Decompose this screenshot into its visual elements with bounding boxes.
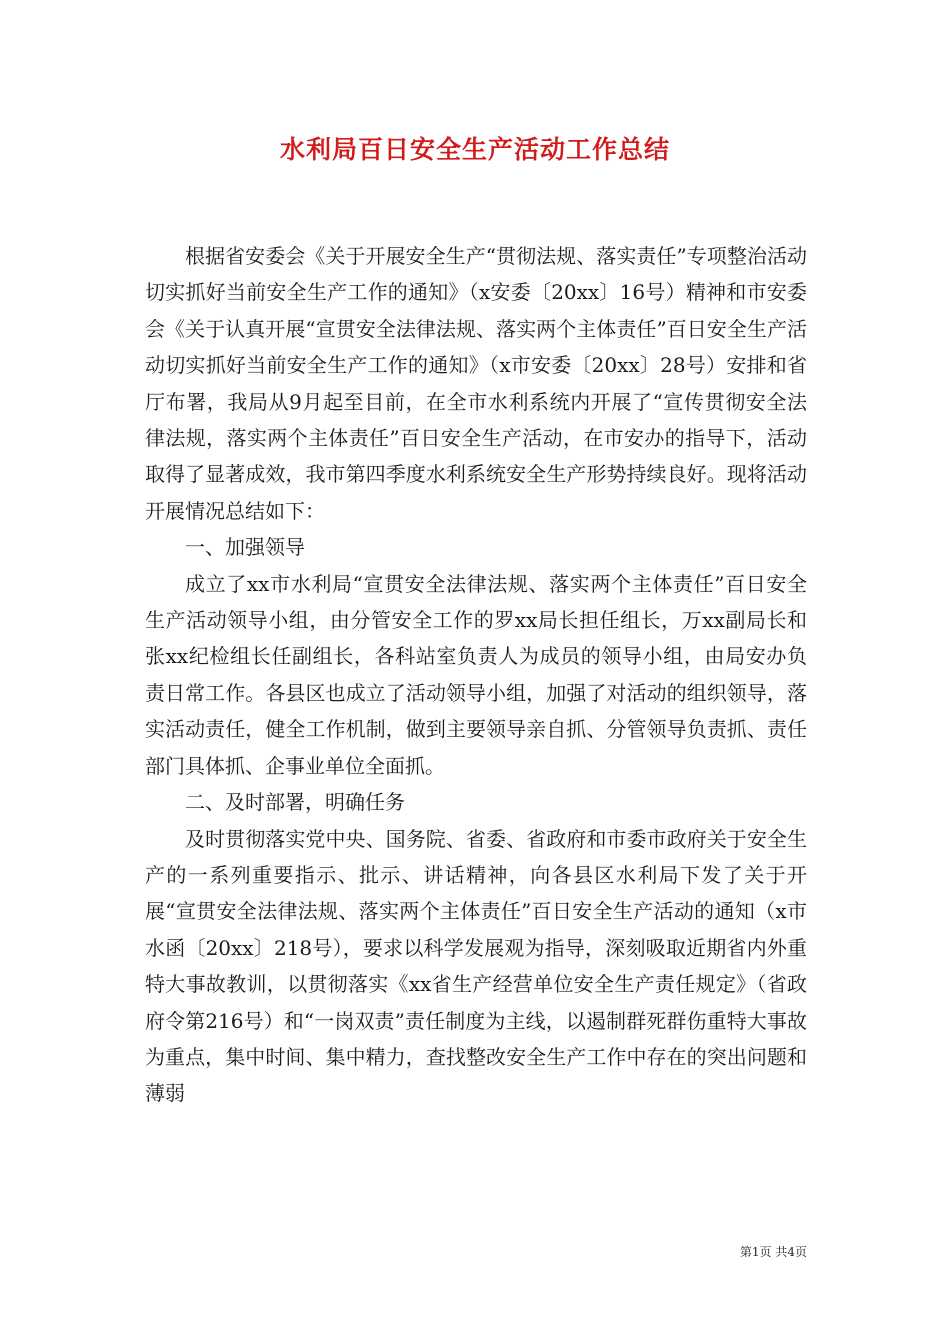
document-title: 水利局百日安全生产活动工作总结 — [279, 135, 670, 164]
paragraph-leadership: 成立了xx市水利局“宣贯安全法律法规、落实两个主体责任”百日安全生产活动领导小组，由分管安全工作的罗xx局长担任组长，万xx副局长和张xx纪检组长任副组长，各科站室负责人为成员的领导小组，由局安办负责日常工作。各县区也成立了活动领导小组，加强了对活动的组织领导，落实活动责任，健全工作机制，做到主要领导亲自抓、分管领导负责抓、责任部门具体抓、企事业单位全面抓。 — [145, 571, 807, 778]
section-heading-1: 一、加强领导 — [185, 535, 305, 560]
paragraph-deployment: 及时贯彻落实党中央、国务院、省委、省政府和市委市政府关于安全生产的一系列重要指示、批示、讲话精神，向各县区水利局下发了关于开展“宣贯安全法律法规、落实两个主体责任”百日安全生产活动的通知（x市水函〔20xx〕218号），要求以科学发展观为指导，深刻吸取近期省内外重特大事故教训，以贯彻落实《xx省生产经营单位安全生产责任规定》（省政府令第216号）和“一岗双责”责任制度为主线，以遏制群死群伤重特大事故为重点，集中时间、集中精力，查找整改安全生产工作中存在的突出问题和薄弱 — [145, 826, 807, 1106]
page-number: 第1页 共4页 — [739, 1245, 807, 1259]
document-body — [145, 238, 807, 1112]
paragraph-intro: 根据省安委会《关于开展安全生产“贯彻法规、落实责任”专项整治活动切实抓好当前安全生产工作的通知》（x安委〔20xx〕16号）精神和市安委会《关于认真开展“宣贯安全法律法规、落实两个主体责任”百日安全生产活动切实抓好当前安全生产工作的通知》（x市安委〔20xx〕28号）安排和省厅布署，我局从9月起至目前，在全市水利系统内开展了“宣传贯彻安全法律法规，落实两个主体责任”百日安全生产活动，在市安办的指导下，活动取得了显著成效，我市第四季度水利系统安全生产形势持续良好。现将活动开展情况总结如下： — [145, 244, 807, 523]
section-heading-2: 二、及时部署，明确任务 — [185, 790, 405, 815]
